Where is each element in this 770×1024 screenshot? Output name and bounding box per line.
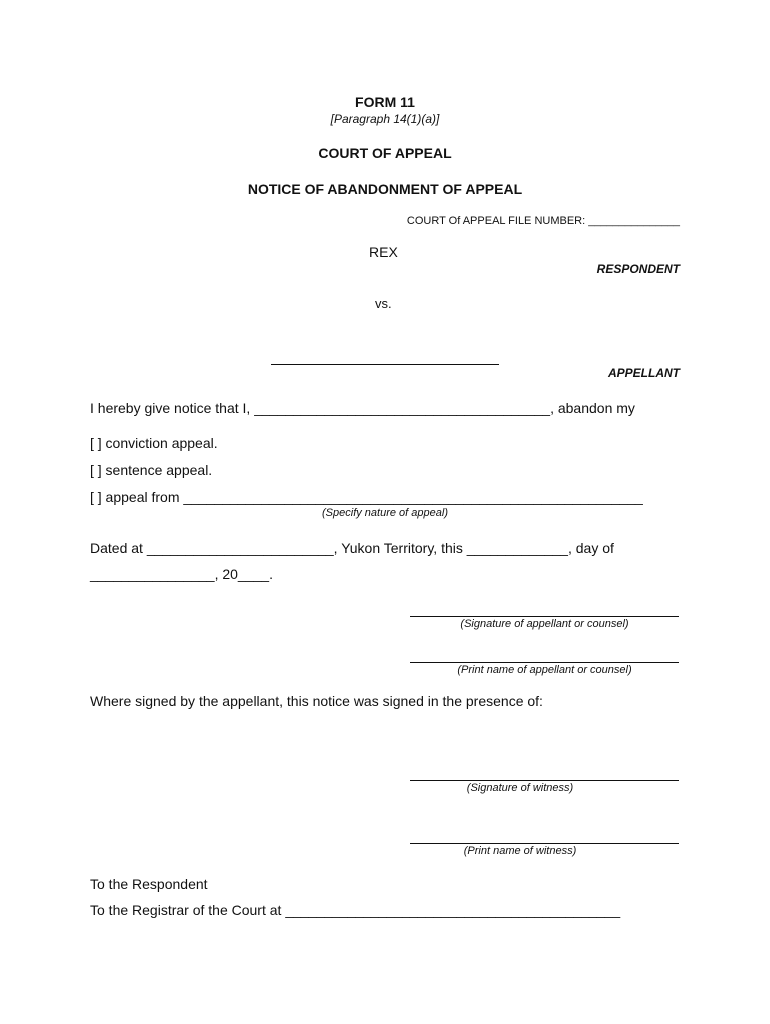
versus-text: vs. <box>375 296 392 311</box>
court-name: COURT OF APPEAL <box>318 145 452 161</box>
option-appeal-from[interactable]: [ ] appeal from ___________________________________________________________ <box>90 489 643 505</box>
paragraph-reference: [Paragraph 14(1)(a)] <box>330 112 440 126</box>
document-title: NOTICE OF ABANDONMENT OF APPEAL <box>247 181 523 197</box>
respondent-name: REX <box>369 244 398 260</box>
witness-signature-line[interactable] <box>410 780 679 781</box>
appellant-print-name-caption: (Print name of appellant or counsel) <box>457 664 632 676</box>
appellant-name-line[interactable] <box>271 364 499 365</box>
form-number: FORM 11 <box>355 94 415 110</box>
respondent-label: RESPONDENT <box>596 262 680 276</box>
specify-nature-hint: (Specify nature of appeal) <box>322 507 448 519</box>
option-conviction-appeal[interactable]: [ ] conviction appeal. <box>90 435 218 451</box>
appellant-signature-line[interactable] <box>410 616 679 617</box>
witness-print-name-line[interactable] <box>410 843 679 844</box>
to-registrar[interactable]: To the Registrar of the Court at ___________________________________________ <box>90 902 621 918</box>
appellant-signature-caption: (Signature of appellant or counsel) <box>460 618 629 630</box>
appellant-label: APPELLANT <box>608 366 680 380</box>
file-number-field[interactable]: COURT Of APPEAL FILE NUMBER: _______________ <box>406 215 680 227</box>
notice-statement[interactable]: I hereby give notice that I, ______________________________________, abandon my <box>90 400 635 416</box>
appellant-print-name-line[interactable] <box>410 662 679 663</box>
to-respondent: To the Respondent <box>90 876 208 892</box>
dated-year-line[interactable]: ________________, 20____. <box>90 566 273 582</box>
option-sentence-appeal[interactable]: [ ] sentence appeal. <box>90 462 213 478</box>
witness-signature-caption: (Signature of witness) <box>466 782 574 794</box>
witness-print-name-caption: (Print name of witness) <box>463 845 577 857</box>
dated-at-line[interactable]: Dated at ________________________, Yukon Territory, this _____________, day of <box>90 540 614 556</box>
witness-intro: Where signed by the appellant, this notice was signed in the presence of: <box>90 693 543 709</box>
